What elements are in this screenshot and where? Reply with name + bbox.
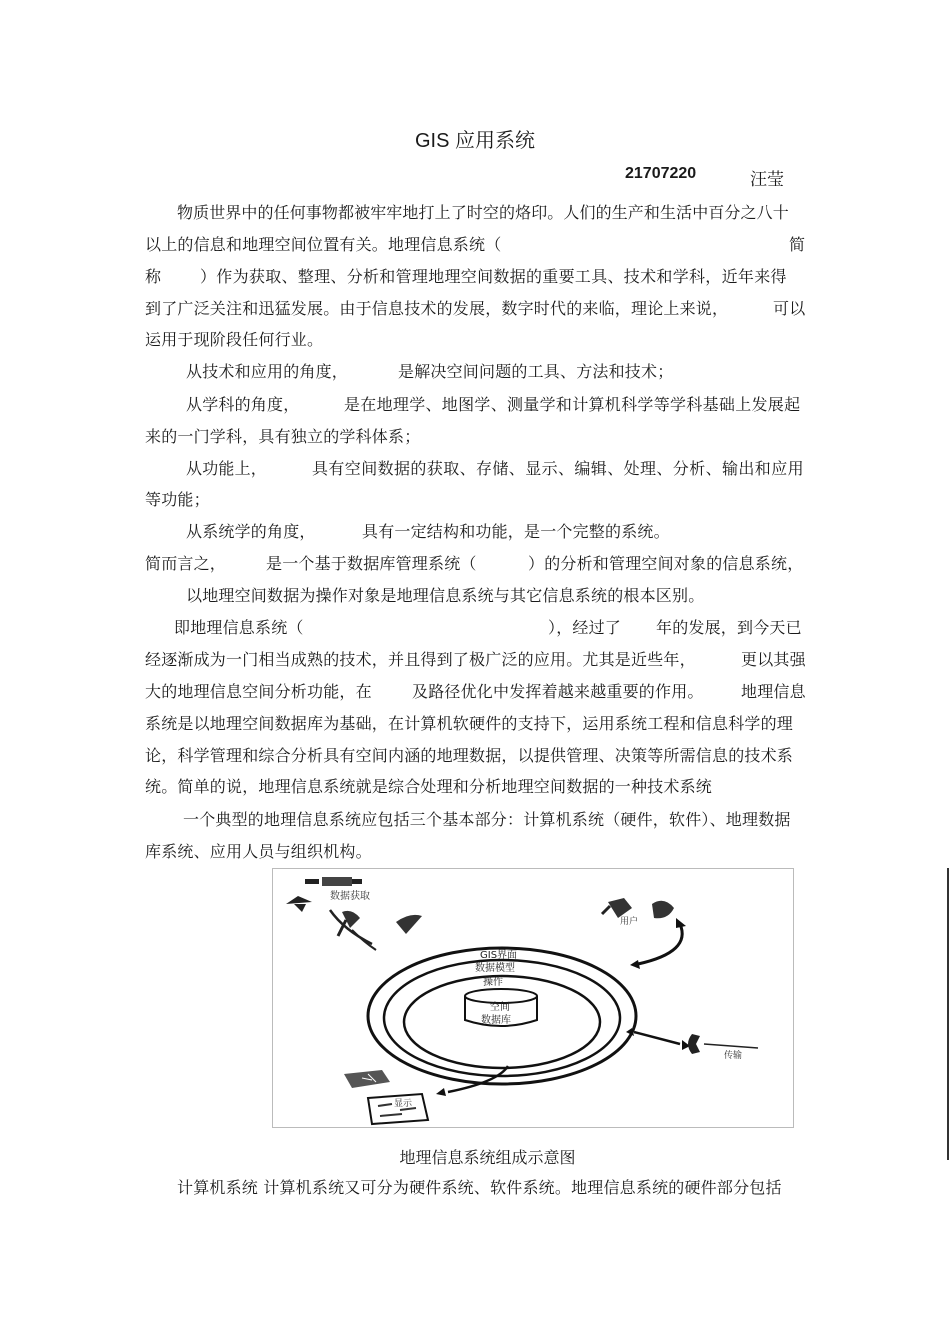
users-icon: [602, 898, 674, 918]
text-line: 具有空间数据的获取、存储、显示、编辑、处理、分析、输出和应用: [312, 459, 805, 478]
ops-label: 操作: [483, 977, 503, 988]
text-line: 年的发展，到今天已: [656, 618, 802, 637]
text-line: 以上的信息和地理空间位置有关。地理信息系统（: [145, 235, 502, 254]
text-line: 来的一门学科，具有独立的学科体系；: [145, 427, 421, 446]
text-line: 是一个基于数据库管理系统（: [266, 554, 477, 573]
satellite-icon: [305, 877, 362, 886]
text-line: 论，科学管理和综合分析具有空间内涵的地理数据，以提供管理、决策等所需信息的技术系: [145, 746, 794, 765]
text-line: 系统是以地理空间数据库为基础，在计算机软硬件的支持下，运用系统工程和信息科学的理: [145, 714, 794, 733]
text-line: ），经过了: [548, 618, 622, 637]
text-line: 从学科的角度，: [186, 395, 300, 414]
airplane-icon: [286, 896, 312, 912]
text-line: 从技术和应用的角度，: [186, 362, 349, 381]
text-line: 物质世界中的任何事物都被牢牢地打上了时空的烙印。人们的生产和生活中百分之八十: [177, 203, 789, 222]
text-line: 计算机系统 计算机系统又可分为硬件系统、软件系统。地理信息系统的硬件部分包括: [177, 1178, 782, 1197]
text-line: 统。简单的说，地理信息系统就是综合处理和分析地理空间数据的一种技术系统: [145, 777, 713, 796]
text-line: 到了广泛关注和迅猛发展。由于信息技术的发展，数字时代的来临，理论上来说，: [145, 299, 729, 318]
text-line: 具有一定结构和功能，是一个完整的系统。: [362, 522, 670, 541]
text-line: 等功能；: [145, 490, 210, 509]
text-line: 简而言之，: [145, 554, 227, 573]
transfer-label: 传输: [724, 1051, 743, 1061]
phone-icon: [688, 1034, 700, 1054]
text-line: 简: [789, 235, 806, 254]
text-line: 经逐渐成为一门相当成熟的技术，并且得到了极广泛的应用。尤其是近些年，: [145, 650, 696, 669]
text-line: ）的分析和管理空间对象的信息系统，: [528, 554, 804, 573]
user-label: 用户: [620, 917, 639, 927]
text-line: 地理信息: [741, 682, 806, 701]
text-line: 是在地理学、地图学、测量学和计算机科学等学科基础上发展起: [344, 395, 801, 414]
output-label: 显示: [394, 1099, 413, 1109]
text-line: 可以: [773, 299, 806, 318]
data-model-label: 数据模型: [475, 963, 515, 974]
margin-line: [947, 868, 949, 1160]
db-label-1: 空间: [490, 1002, 510, 1013]
text-line: 称: [145, 267, 162, 286]
text-line: 以地理空间数据为操作对象是地理信息系统与其它信息系统的根本区别。: [186, 586, 705, 605]
figure-caption: 地理信息系统组成示意图: [399, 1148, 576, 1167]
text-line: ）作为获取、整理、分析和管理地理空间数据的重要工具、技术和学科，近年来得: [200, 267, 787, 286]
author-name: 汪莹: [750, 170, 784, 190]
printer-output-icon: [344, 1070, 428, 1124]
text-line: 运用于现阶段任何行业。: [145, 330, 324, 349]
gis-ui-label: GIS界面: [480, 950, 518, 961]
page-title: GIS 应用系统: [414, 130, 535, 152]
text-line: 是解决空间问题的工具、方法和技术；: [398, 362, 674, 381]
text-line: 即地理信息系统（: [174, 618, 304, 637]
text-line: 从功能上，: [186, 459, 268, 478]
db-label-2: 数据库: [481, 1015, 511, 1026]
text-line: 更以其强: [741, 650, 806, 669]
student-id: 21707220: [625, 165, 697, 182]
acquire-label: 数据获取: [330, 891, 370, 902]
text-line: 及路径优化中发挥着越来越重要的作用。: [412, 682, 704, 701]
gis-composition-figure: [272, 868, 794, 1128]
text-line: 库系统、应用人员与组织机构。: [145, 842, 372, 861]
text-line: 大的地理信息空间分析功能，在: [145, 682, 372, 701]
text-line: 一个典型的地理信息系统应包括三个基本部分：计算机系统（硬件，软件）、地理数据: [183, 810, 791, 829]
text-line: 从系统学的角度，: [186, 522, 316, 541]
